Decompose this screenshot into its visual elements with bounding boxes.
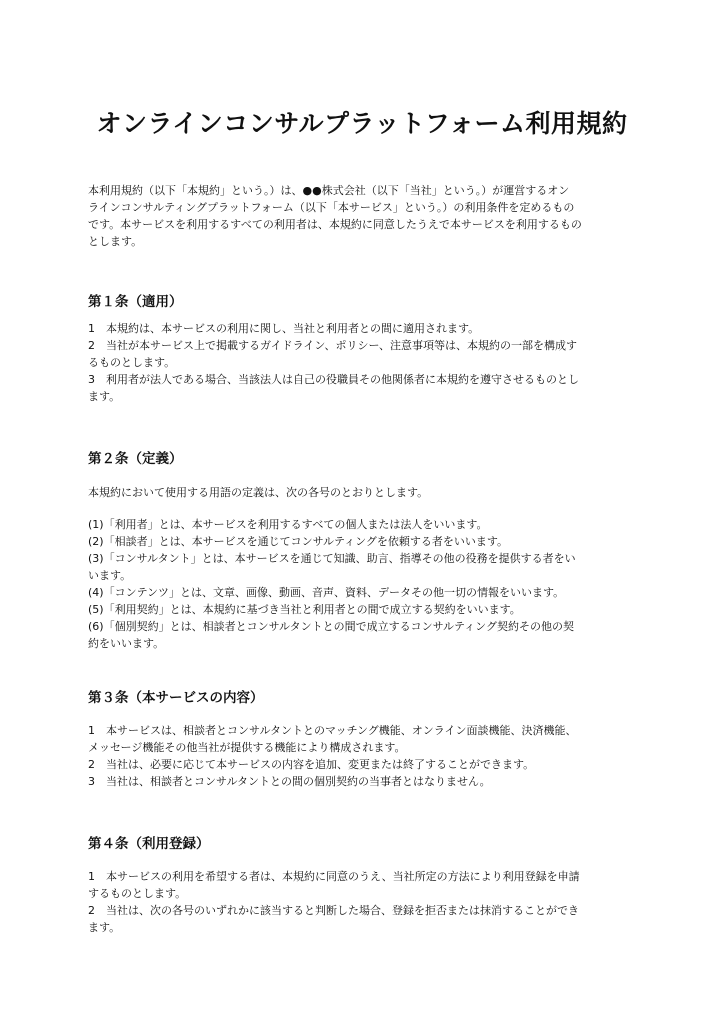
article-3-line: メッセージ機能その他当社が提供する機能により構成されます。 <box>88 741 406 754</box>
article-1-line: 1 本規約は、本サービスの利用に関し、当社と利用者との間に適用されます。 <box>88 322 480 335</box>
preamble <box>88 182 648 250</box>
article-2-intro <box>88 484 648 501</box>
article-1-line: ます。 <box>88 390 121 403</box>
article-4-line: ます。 <box>88 921 121 934</box>
article-4-body <box>88 868 648 936</box>
article-4-heading: 第４条（利用登録） <box>88 836 210 852</box>
article-3-line: 2 当社は、必要に応じて本サービスの内容を追加、変更または終了することができます。 <box>88 758 535 771</box>
article-2-line: (4)「コンテンツ」とは、文章、画像、動画、音声、資料、データその他一切の情報をいいます。 <box>88 586 565 599</box>
article-3-line: 3 当社は、相談者とコンサルタントとの間の個別契約の当事者とはなりません。 <box>88 775 491 788</box>
article-1-line: 2 当社が本サービス上で掲載するガイドライン、ポリシー、注意事項等は、本規約の一部を構成す <box>88 339 578 352</box>
article-4-line: するものとします。 <box>88 887 187 900</box>
article-3-heading: 第３条（本サービスの内容） <box>88 690 264 706</box>
article-2-intro-line: 本規約において使用する用語の定義は、次の各号のとおりとします。 <box>88 486 429 499</box>
article-2-line: (5)「利用契約」とは、本規約に基づき当社と利用者との間で成立する契約をいいます。 <box>88 603 521 616</box>
article-3-body <box>88 722 648 790</box>
article-1-line: るものとします。 <box>88 356 176 369</box>
preamble-line: ラインコンサルティングプラットフォーム（以下「本サービス」という。）の利用条件を定めるもの <box>88 201 575 214</box>
article-1-line: 3 利用者が法人である場合、当該法人は自己の役職員その他関係者に本規約を遵守させるものとし <box>88 373 579 386</box>
article-1-heading: 第１条（適用） <box>88 294 183 310</box>
article-2-line: います。 <box>88 569 132 582</box>
preamble-line: とします。 <box>88 235 143 248</box>
preamble-line: 本利用規約（以下「本規約」という。）は、●●株式会社（以下「当社」という。）が運営するオン <box>88 184 570 197</box>
article-4-line: 2 当社は、次の各号のいずれかに該当すると判断した場合、登録を拒否または抹消することができ <box>88 904 579 917</box>
article-2-heading: 第２条（定義） <box>88 451 183 467</box>
document-title: オンラインコンサルプラットフォーム利用規約 <box>96 109 628 138</box>
article-4-line: 1 本サービスの利用を希望する者は、本規約に同意のうえ、当社所定の方法により利用登録を申請 <box>88 870 580 883</box>
article-2-line: 約をいいます。 <box>88 637 165 650</box>
article-3-line: 1 本サービスは、相談者とコンサルタントとのマッチング機能、オンライン面談機能、決済機能、 <box>88 724 577 737</box>
article-1-body <box>88 320 648 405</box>
article-2-line: (2)「相談者」とは、本サービスを通じてコンサルティングを依頼する者をいいます。 <box>88 535 509 548</box>
preamble-line: です。本サービスを利用するすべての利用者は、本規約に同意したうえで本サービスを利用するもの <box>88 218 582 231</box>
article-2-line: (3)「コンサルタント」とは、本サービスを通じて知識、助言、指導その他の役務を提供する者をい <box>88 552 576 565</box>
article-2-line: (1)「利用者」とは、本サービスを利用するすべての個人または法人をいいます。 <box>88 518 488 531</box>
article-2-body <box>88 516 648 652</box>
article-2-line: (6)「個別契約」とは、相談者とコンサルタントとの間で成立するコンサルティング契約その他の契 <box>88 620 574 633</box>
